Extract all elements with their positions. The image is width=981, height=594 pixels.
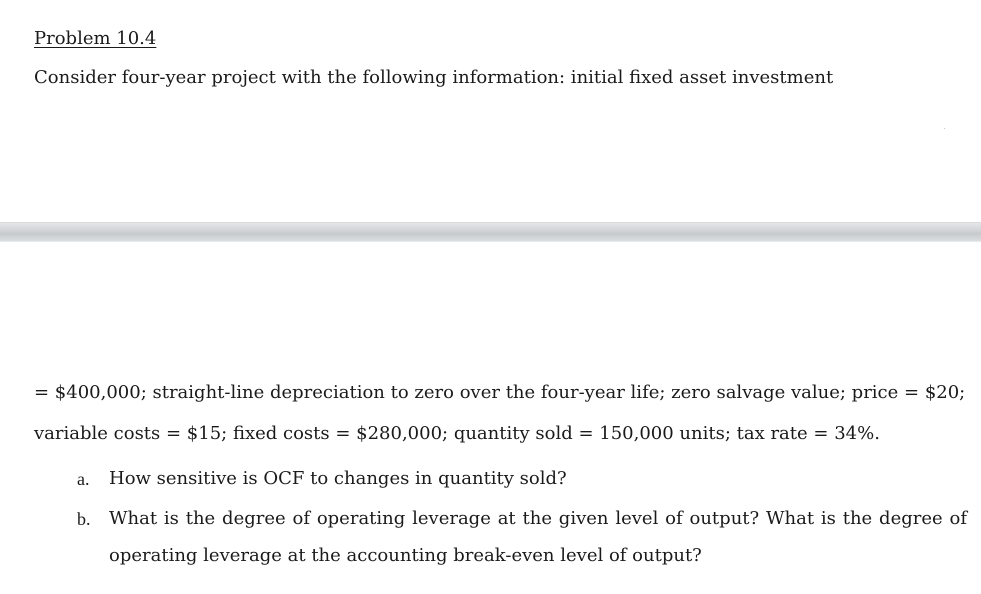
problem-intro-line: Consider four-year project with the following information: initial fixed asset investment: [34, 67, 834, 88]
page-divider: [0, 222, 981, 242]
page-break-speck: [944, 128, 945, 129]
question-b-label: b.: [77, 509, 91, 529]
problem-details-line-1: = $400,000; straight-line depreciation to zero over the four-year life; zero salvage value; price = $20;: [34, 382, 966, 403]
question-a-text: How sensitive is OCF to changes in quantity sold?: [109, 468, 567, 489]
question-a-label: a.: [77, 469, 90, 489]
question-b-text-line-1: What is the degree of operating leverage at the given level of output? What is the degree of: [109, 508, 967, 529]
question-b-text-line-2: operating leverage at the accounting break-even level of output?: [109, 545, 702, 566]
problem-title: Problem 10.4: [34, 28, 157, 49]
problem-details-line-2: variable costs = $15; fixed costs = $280,000; quantity sold = 150,000 units; tax rate = 34%.: [34, 423, 880, 444]
